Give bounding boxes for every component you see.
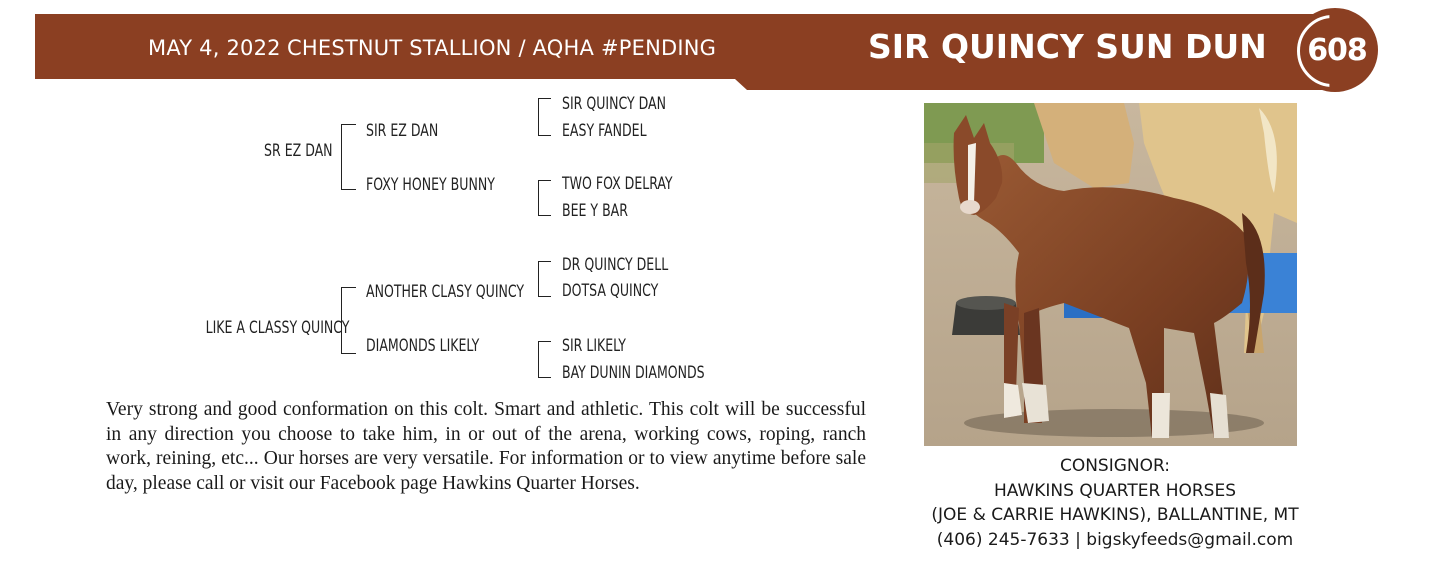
consignor-contact: (406) 245-7633 | bigskyfeeds@gmail.com: [936, 529, 1294, 550]
pedigree-sire: SR EZ DAN: [264, 141, 334, 161]
lot-number: 608: [1307, 32, 1367, 68]
pedigree-bracket-dam-sire: [538, 261, 551, 297]
header-banner-tail: [735, 79, 1345, 90]
pedigree-sire-dam-dam: BEE Y BAR: [562, 201, 628, 221]
pedigree-dam-dam-sire: SIR LIKELY: [562, 336, 626, 356]
pedigree-bracket-sire-dam: [538, 180, 551, 216]
pedigree-sire-sire-sire: SIR QUINCY DAN: [562, 94, 667, 114]
consignor-name: HAWKINS QUARTER HORSES: [993, 480, 1237, 501]
horse-photo: [924, 103, 1297, 446]
pedigree-dam-sire-sire: DR QUINCY DELL: [562, 255, 669, 275]
pedigree-bracket-dam: [341, 287, 356, 354]
pedigree-sire-dam: FOXY HONEY BUNNY: [366, 175, 495, 195]
pedigree-dam-sire: ANOTHER CLASY QUINCY: [366, 282, 525, 302]
consignor-label: CONSIGNOR:: [1059, 456, 1171, 476]
pedigree-dam-dam: DIAMONDS LIKELY: [366, 336, 480, 356]
pedigree-sire-dam-sire: TWO FOX DELRAY: [562, 174, 673, 194]
horse-description-text: Very strong and good conformation on this colt. Smart and athletic. This colt will be successful in any direction you choose to take him, in or out of the arena, working cows, roping, ranch work, reining, etc... Our horses are very versatile. For information or to view anytime before sale day, please call or visit our Facebook page Hawkins Quarter Horses.: [106, 399, 866, 494]
consignor-block: [900, 454, 1330, 552]
pedigree-dam: LIKE A CLASSY QUINCY: [205, 318, 350, 338]
horse-name: SIR QUINCY SUN DUN: [868, 27, 1267, 66]
pedigree-bracket-sire: [341, 124, 356, 190]
pedigree-dam-sire-dam: DOTSA QUINCY: [562, 281, 659, 301]
pedigree-bracket-sire-sire: [538, 98, 551, 136]
pedigree-sire-sire-dam: EASY FANDEL: [562, 121, 647, 141]
consignor-owners: (JOE & CARRIE HAWKINS), BALLANTINE, MT: [931, 505, 1299, 525]
pedigree-dam-dam-dam: BAY DUNIN DIAMONDS: [562, 363, 705, 383]
pedigree-sire-sire: SIR EZ DAN: [366, 121, 439, 141]
horse-description: CHESTNUT STALLION / AQHA #PENDING: [287, 36, 717, 60]
sale-date: MAY 4, 2022: [148, 36, 281, 60]
pedigree-bracket-dam-dam: [538, 341, 551, 378]
